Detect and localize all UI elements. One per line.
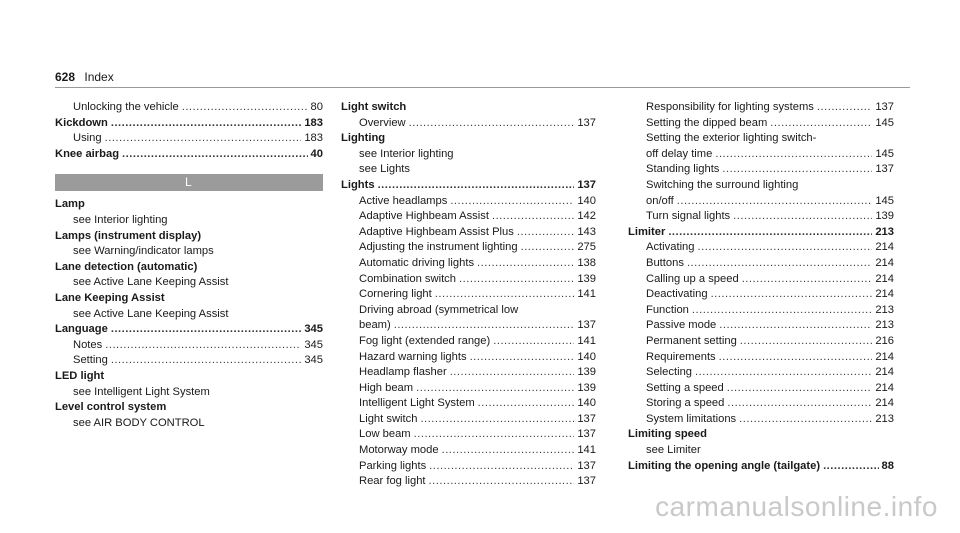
- index-entry-subentry: [341, 427, 596, 443]
- page-reference: 141: [577, 444, 596, 457]
- entry-text: Activating: [646, 241, 695, 254]
- entry-text: Passive mode: [646, 319, 717, 332]
- index-entries-k: [55, 100, 323, 162]
- dot-leader: [477, 256, 574, 272]
- index-entry-subentry: [628, 365, 894, 381]
- entry-text: Responsibility for lighting systems: [646, 101, 814, 113]
- index-entry-subentry: [341, 381, 596, 397]
- page-reference: 145: [875, 194, 894, 207]
- entry-text: Adaptive Highbeam Assist: [359, 210, 489, 223]
- index-entry-subentry: [55, 275, 323, 291]
- index-entry-subentry: [341, 272, 596, 288]
- page-reference: 142: [577, 210, 596, 223]
- index-entry-subentry: [341, 350, 596, 366]
- index-entry-subentry: [341, 318, 596, 334]
- index-entry-subentry: [55, 100, 323, 116]
- page-reference: 137: [875, 101, 894, 113]
- dot-leader: [698, 240, 873, 256]
- index-entry-heading: [341, 131, 596, 147]
- page-reference: 137: [577, 475, 596, 488]
- dot-leader: [742, 272, 873, 288]
- entry-text: see Warning/indicator lamps: [73, 245, 214, 258]
- index-entry-subentry: [628, 194, 894, 210]
- entry-text: see Intelligent Light System: [73, 385, 210, 398]
- page-reference: 141: [577, 288, 596, 301]
- index-entry-subentry: [55, 385, 323, 401]
- dot-leader: [770, 116, 872, 132]
- index-entry-subentry: [341, 396, 596, 412]
- header-rule: [55, 87, 910, 88]
- entry-text: see Interior lighting: [73, 213, 168, 226]
- index-entry-subentry: [55, 338, 323, 354]
- dot-leader: [111, 353, 301, 369]
- entry-text: Overview: [359, 116, 406, 129]
- index-entry-subentry: [55, 353, 323, 369]
- index-entry-subentry: [341, 225, 596, 241]
- dot-leader: [429, 474, 575, 490]
- section-title: Index: [84, 70, 114, 84]
- page-reference: 214: [875, 241, 894, 254]
- page-reference: 214: [875, 381, 894, 394]
- page-reference: 137: [577, 319, 596, 332]
- page-reference: 213: [875, 225, 894, 238]
- page-reference: 145: [875, 147, 894, 160]
- index-entry-subentry: [55, 244, 323, 260]
- entry-text: Level control system: [55, 401, 167, 414]
- entry-text: Automatic driving lights: [359, 256, 475, 269]
- index-entry-subentry: [628, 381, 894, 397]
- dot-leader: [111, 116, 301, 132]
- index-entry-subentry: [628, 162, 894, 178]
- page-reference: 214: [875, 350, 894, 363]
- entry-text: Hazard warning lights: [359, 350, 467, 363]
- dot-leader: [416, 381, 574, 397]
- index-entry-subentry: [341, 334, 596, 350]
- entry-text: Using: [73, 132, 102, 145]
- page-reference: 40: [310, 147, 323, 160]
- entry-text: Driving abroad (symmetrical low: [359, 303, 519, 316]
- dot-leader: [429, 459, 574, 475]
- dot-leader: [727, 381, 873, 397]
- entry-text: Lamps (instrument display): [55, 229, 202, 242]
- index-entry-subentry: [341, 474, 596, 490]
- index-entry-subentry: [628, 272, 894, 288]
- entry-text: Fog light (extended range): [359, 334, 491, 347]
- entry-text: Adjusting the instrument lighting: [359, 241, 518, 254]
- entry-text: Adaptive Highbeam Assist Plus: [359, 225, 514, 238]
- page-reference: 275: [577, 241, 596, 254]
- index-entry-subentry: [341, 287, 596, 303]
- dot-leader: [733, 209, 872, 225]
- index-entry-heading: [628, 459, 894, 475]
- dot-leader: [470, 350, 575, 366]
- index-entry-subentry: [341, 365, 596, 381]
- entry-text: Lamp: [55, 198, 85, 211]
- index-entries-l: [55, 197, 323, 431]
- page-reference: 183: [304, 116, 323, 129]
- index-entry-subentry: [628, 334, 894, 350]
- page-reference: 213: [875, 319, 894, 332]
- index-entry-subentry: [628, 100, 894, 116]
- dot-leader: [493, 334, 574, 350]
- dot-leader: [711, 287, 873, 303]
- index-entry-subentry: [628, 131, 894, 147]
- index-entry-subentry: [341, 194, 596, 210]
- page-reference: 214: [875, 366, 894, 379]
- dot-leader: [378, 178, 575, 194]
- entry-text: see Lights: [359, 163, 410, 176]
- entry-text: see AIR BODY CONTROL: [73, 416, 205, 429]
- entry-text: Low beam: [359, 428, 411, 441]
- dot-leader: [394, 318, 575, 334]
- entry-text: see Interior lighting: [359, 147, 454, 160]
- entry-text: see Active Lane Keeping Assist: [73, 307, 229, 320]
- entry-text: Switching the surround lighting: [646, 178, 799, 191]
- page-reference: 214: [875, 272, 894, 285]
- dot-leader: [677, 194, 873, 210]
- entry-text: Language: [55, 323, 108, 336]
- index-entry-subentry: [628, 303, 894, 319]
- index-entry-heading: [55, 229, 323, 245]
- letter-heading: L: [185, 175, 192, 190]
- index-entry-subentry: [628, 443, 894, 459]
- dot-leader: [695, 365, 872, 381]
- index-entry-subentry: [628, 350, 894, 366]
- index-entry-subentry: [341, 412, 596, 428]
- index-entry-subentry: [628, 147, 894, 163]
- entry-text: Rear fog light: [359, 475, 426, 488]
- index-entry-subentry: [628, 116, 894, 132]
- entry-text: LED light: [55, 369, 105, 382]
- entry-text: Permanent setting: [646, 334, 737, 347]
- entry-text: Intelligent Light System: [359, 397, 475, 410]
- page-reference: 216: [875, 334, 894, 347]
- page-reference: 345: [304, 354, 323, 367]
- index-entry-heading: [55, 322, 323, 338]
- dot-leader: [105, 131, 302, 147]
- page-number: 628: [55, 70, 76, 84]
- index-entry-heading: [628, 427, 894, 443]
- entry-text: Setting the exterior lighting switch-: [646, 132, 817, 145]
- dot-leader: [715, 147, 872, 163]
- page-reference: 345: [304, 323, 323, 336]
- index-entry-heading: [55, 260, 323, 276]
- dot-leader: [687, 256, 872, 272]
- entry-text: beam): [359, 319, 391, 332]
- page-reference: 345: [304, 338, 323, 351]
- entry-text: Kickdown: [55, 116, 108, 129]
- page-reference: 143: [577, 225, 596, 238]
- entry-text: Notes: [73, 338, 103, 351]
- dot-leader: [823, 459, 878, 475]
- index-entry-subentry: [628, 240, 894, 256]
- page-reference: 137: [577, 116, 596, 129]
- entry-text: Light switch: [341, 101, 407, 113]
- dot-leader: [435, 287, 575, 303]
- index-entry-subentry: [341, 162, 596, 178]
- index-entry-subentry: [55, 307, 323, 323]
- dot-leader: [492, 209, 574, 225]
- dot-leader: [182, 100, 308, 116]
- page-reference: 138: [577, 256, 596, 269]
- page-reference: 214: [875, 256, 894, 269]
- entry-text: Lights: [341, 178, 375, 191]
- dot-leader: [817, 100, 872, 116]
- entry-text: Lighting: [341, 132, 386, 145]
- index-entry-subentry: [341, 240, 596, 256]
- entry-text: Knee airbag: [55, 147, 120, 160]
- entry-text: Calling up a speed: [646, 272, 739, 285]
- letter-heading-bar: [55, 174, 323, 191]
- page-reference: 88: [881, 459, 894, 472]
- dot-leader: [450, 365, 575, 381]
- dot-leader: [409, 116, 575, 132]
- page-reference: 80: [310, 101, 323, 113]
- index-entry-subentry: [55, 213, 323, 229]
- dot-leader: [739, 412, 872, 428]
- dot-leader: [692, 303, 872, 319]
- index-entry-subentry: [628, 256, 894, 272]
- index-entry-heading: [341, 100, 596, 116]
- entry-text: Active headlamps: [359, 194, 448, 207]
- entry-text: Lane Keeping Assist: [55, 291, 165, 304]
- dot-leader: [111, 322, 301, 338]
- dot-leader: [719, 318, 872, 334]
- index-entry-subentry: [341, 256, 596, 272]
- page-reference: 137: [577, 459, 596, 472]
- index-entry-subentry: [341, 116, 596, 132]
- entry-text: Storing a speed: [646, 397, 725, 410]
- page-reference: 140: [577, 397, 596, 410]
- index-entry-heading: [55, 197, 323, 213]
- index-entry-subentry: [628, 412, 894, 428]
- dot-leader: [414, 427, 575, 443]
- entry-text: Function: [646, 303, 689, 316]
- index-entry-heading: [55, 369, 323, 385]
- entry-text: Standing lights: [646, 163, 720, 176]
- entry-text: Combination switch: [359, 272, 457, 285]
- page-reference: 139: [577, 366, 596, 379]
- index-entry-subentry: [628, 287, 894, 303]
- entry-text: Limiter: [628, 225, 666, 238]
- entry-text: off delay time: [646, 147, 713, 160]
- entry-text: Deactivating: [646, 288, 708, 301]
- entry-text: High beam: [359, 381, 414, 394]
- entry-text: see Limiter: [646, 444, 701, 457]
- page-reference: 137: [577, 428, 596, 441]
- entry-text: Parking lights: [359, 459, 427, 472]
- dot-leader: [668, 225, 872, 241]
- index-entry-subentry: [341, 147, 596, 163]
- index-entry-subentry: [341, 209, 596, 225]
- index-column-3: [628, 100, 894, 474]
- index-column-1: [55, 100, 323, 431]
- index-entry-heading: [55, 147, 323, 163]
- page-reference: 137: [875, 163, 894, 176]
- page-reference: 137: [577, 178, 596, 191]
- entry-text: on/off: [646, 194, 674, 207]
- page-reference: 139: [577, 381, 596, 394]
- entry-text: Turn signal lights: [646, 210, 731, 223]
- entry-text: see Active Lane Keeping Assist: [73, 276, 229, 289]
- index-entry-subentry: [628, 178, 894, 194]
- index-entry-subentry: [341, 443, 596, 459]
- page-reference: 137: [577, 412, 596, 425]
- entry-text: Buttons: [646, 256, 684, 269]
- entry-text: Selecting: [646, 366, 693, 379]
- dot-leader: [727, 396, 872, 412]
- index-entry-heading: [628, 225, 894, 241]
- page-reference: 140: [577, 350, 596, 363]
- page-reference: 145: [875, 116, 894, 129]
- dot-leader: [722, 162, 872, 178]
- page-reference: 183: [304, 132, 323, 145]
- dot-leader: [459, 272, 574, 288]
- dot-leader: [740, 334, 873, 350]
- dot-leader: [478, 396, 575, 412]
- dot-leader: [442, 443, 575, 459]
- entry-text: Cornering light: [359, 288, 432, 301]
- page-reference: 139: [875, 210, 894, 223]
- page-reference: 140: [577, 194, 596, 207]
- index-entry-subentry: [55, 416, 323, 432]
- page-reference: 139: [577, 272, 596, 285]
- dot-leader: [517, 225, 574, 241]
- entry-text: Setting: [73, 354, 108, 367]
- entry-text: Setting the dipped beam: [646, 116, 768, 129]
- index-entry-subentry: [628, 209, 894, 225]
- page-reference: 214: [875, 397, 894, 410]
- index-entry-subentry: [628, 396, 894, 412]
- index-entry-heading: [55, 400, 323, 416]
- page-reference: 141: [577, 334, 596, 347]
- page-reference: 214: [875, 288, 894, 301]
- page-reference: 213: [875, 303, 894, 316]
- entry-text: Limiting speed: [628, 428, 707, 441]
- entry-text: Setting a speed: [646, 381, 724, 394]
- dot-leader: [420, 412, 574, 428]
- dot-leader: [521, 240, 575, 256]
- watermark: carmanualsonline.info: [655, 491, 938, 522]
- entry-text: Headlamp flasher: [359, 366, 447, 379]
- index-entry-subentry: [628, 318, 894, 334]
- entry-text: Unlocking the vehicle: [73, 101, 179, 113]
- index-column-2: [341, 100, 596, 490]
- page-reference: 213: [875, 412, 894, 425]
- entry-text: Requirements: [646, 350, 716, 363]
- page-header: [55, 70, 114, 84]
- dot-leader: [122, 147, 308, 163]
- dot-leader: [719, 350, 873, 366]
- index-entry-heading: [341, 178, 596, 194]
- entry-text: Limiting the opening angle (tailgate): [628, 459, 821, 472]
- dot-leader: [450, 194, 574, 210]
- entry-text: Lane detection (automatic): [55, 260, 198, 273]
- index-entry-subentry: [341, 303, 596, 319]
- entry-text: Motorway mode: [359, 444, 439, 457]
- index-entry-subentry: [55, 131, 323, 147]
- entry-text: System limitations: [646, 412, 737, 425]
- index-entry-heading: [55, 116, 323, 132]
- entry-text: Light switch: [359, 412, 418, 425]
- index-entry-subentry: [341, 459, 596, 475]
- index-entry-heading: [55, 291, 323, 307]
- dot-leader: [105, 338, 301, 354]
